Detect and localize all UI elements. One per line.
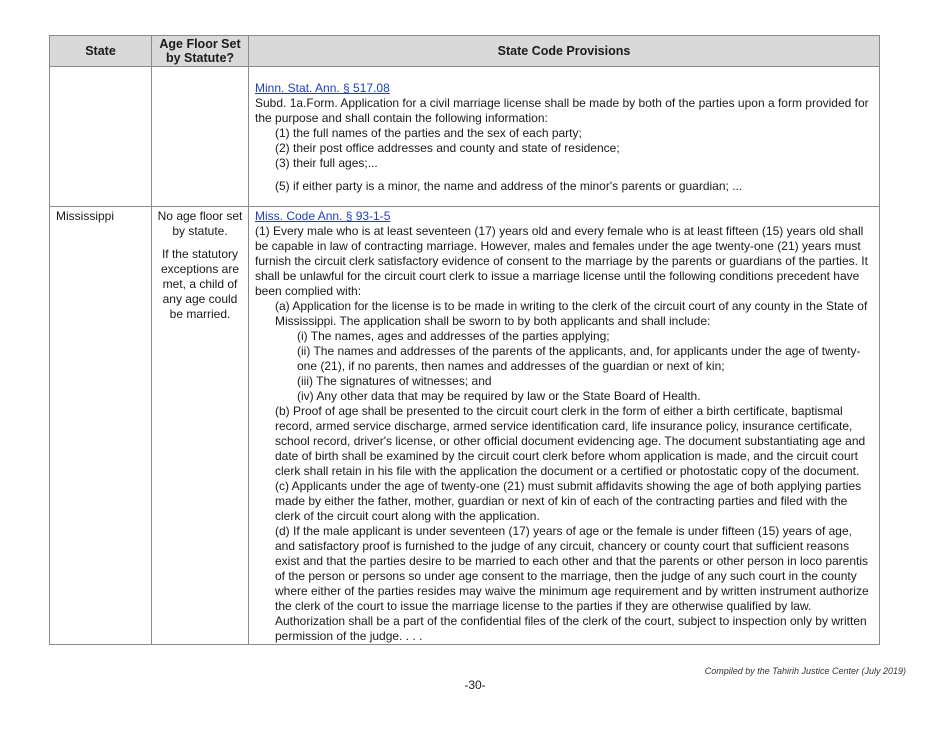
table-header-row (50, 36, 880, 67)
subdivision-text: Subd. 1a.Form. Application for a civil marriage license shall be made by both of the parties upon a form provided for the purpose and shall contain the following information: (255, 96, 869, 125)
header-age-floor: Age Floor Set by Statute? (152, 36, 249, 67)
age-floor-note: No age floor set by statute. (157, 209, 243, 238)
list-item: (3) their full ages;... (275, 156, 378, 170)
statute-table (49, 35, 880, 645)
age-floor-exception: If the statutory exceptions are met, a child of any age could be married. (160, 247, 240, 321)
citation-link-mississippi[interactable]: Miss. Code Ann. § 93-1-5 (255, 209, 391, 223)
list-item: (5) if either party is a minor, the name and address of the minor's parents or guardian; ... (275, 179, 743, 193)
subsection-c: (c) Applicants under the age of twenty-one (21) must submit affidavits showing the age of both applying parties made by either the father, mother, guardian or next of kin of each of the contracting parties and filed with the clerk of the circuit court along with the application. (275, 479, 862, 523)
list-item: (iii) The signatures of witnesses; and (297, 374, 492, 388)
table-row-mississippi (50, 207, 880, 645)
provisions-cell (249, 207, 880, 645)
list-item: (iv) Any other data that may be required by law or the State Board of Health. (297, 389, 701, 403)
age-floor-cell (152, 67, 249, 207)
list-item: (2) their post office addresses and county and state of residence; (275, 141, 620, 155)
paragraph-1: (1) Every male who is at least seventeen (17) years old and every female who is at least fifteen (15) years old shall be capable in law of contracting marriage. However, males and females under the age twenty-one (21) years must furnish the circuit clerk satisfactory evidence of consent to the marriage by the parents or guardians of the parties. It shall be unlawful for the circuit court clerk to issue a marriage license until the following conditions precedent have been complied with: (255, 224, 868, 298)
footer-credit: Compiled by the Tahirih Justice Center (July 2019) (704, 666, 906, 676)
subsection-a: (a) Application for the license is to be made in writing to the clerk of the circuit court of any county in the State of Mississippi. The application shall be sworn to by both applicants and shall include: (275, 299, 868, 328)
list-item: (1) the full names of the parties and the sex of each party; (275, 126, 582, 140)
header-state: State (50, 36, 152, 67)
subsection-b: (b) Proof of age shall be presented to the circuit court clerk in the form of either a birth certificate, baptismal record, armed service discharge, armed service identification card, life insurance policy, insurance certificate, school record, driver's license, or other official document evidencing age. The document substantiating age and date of birth shall be examined by the circuit court clerk before whom application is made, and the circuit court clerk shall retain in his file with the application the document or a certified or photostatic copy of the document. (275, 404, 866, 478)
header-provisions: State Code Provisions (249, 36, 880, 67)
state-cell (50, 67, 152, 207)
state-cell: Mississippi (50, 207, 152, 645)
citation-link-minnesota[interactable]: Minn. Stat. Ann. § 517.08 (255, 81, 390, 95)
list-item: (ii) The names and addresses of the parents of the applicants, and, for applicants under the age of twenty-one (21), if no parents, then names and addresses of the guardian or next of kin; (297, 344, 861, 373)
list-item: (i) The names, ages and addresses of the parties applying; (297, 329, 610, 343)
age-floor-cell (152, 207, 249, 645)
table-row-minnesota (50, 67, 880, 207)
subsection-d: (d) If the male applicant is under seventeen (17) years of age or the female is under fifteen (15) years of age, and satisfactory proof is furnished to the judge of any circuit, chancery or county court that sufficient reasons exist and that the parties desire to be married to each other and that the parents or other person in loco parentis of the person or persons so under age consent to the marriage, then the judge of any such court in the county where either of the parties resides may waive the minimum age requirement and by written instrument authorize the clerk of the court to issue the marriage license to the parties if they are otherwise qualified by law. Authorization shall be a part of the confidential files of the clerk of the court, subject to inspection only by written permission of the judge. . . . (275, 524, 869, 643)
provisions-cell (249, 67, 880, 207)
page-number: -30- (464, 678, 486, 692)
